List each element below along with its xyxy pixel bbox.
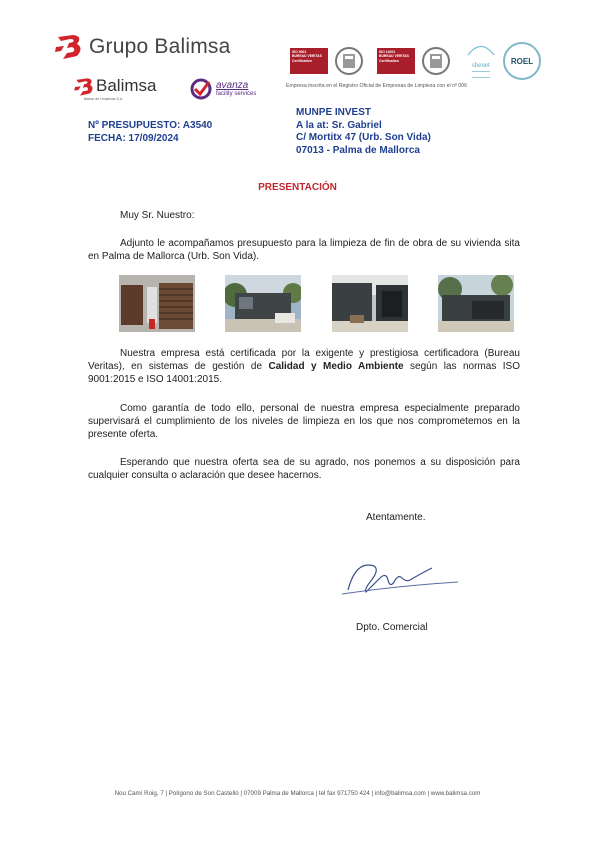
paragraph-closing: Esperando que nuestra oferta sea de su agrado, nos ponemos a su disposición para cualquier consulta o aclaración que desee hacernos. — [88, 457, 520, 481]
avanza-name: avanza — [216, 79, 249, 91]
department-signature-label: Dpto. Comercial — [356, 622, 428, 633]
balimsa-logo — [74, 76, 157, 101]
brand-sub-name: Balimsa — [96, 76, 157, 95]
avanza-logo — [190, 78, 256, 100]
roel-name: ROEL — [510, 56, 534, 66]
avanza-subtitle: facility services — [216, 90, 257, 97]
recipient-block — [296, 107, 431, 157]
iso-9001-certification — [290, 44, 370, 77]
brand-main-name: Grupo Balimsa — [89, 35, 231, 58]
quote-date: FECHA: 17/09/2024 — [88, 132, 179, 144]
signature — [336, 552, 466, 607]
cert-box-iso14001: ISO 14001 BUREAU VERITAS Certification — [377, 48, 415, 74]
salutation: Muy Sr. Nuestro: — [120, 210, 195, 221]
letter-title: PRESENTACIÓN — [258, 182, 337, 193]
grupo-balimsa-logo — [55, 33, 231, 61]
cert-box-iso9001: ISO 9001 BUREAU VERITAS Certification — [290, 48, 328, 74]
shenet-name: shenet — [472, 61, 490, 69]
brand-sub-caption: Balear de Limpiezas S.A. — [84, 97, 124, 101]
photo-exterior-3 — [438, 275, 514, 332]
photo-exterior-1 — [225, 275, 301, 332]
shenet-arc-icon — [465, 42, 497, 56]
shenet-logo — [465, 42, 497, 76]
recipient-street: C/ Mortitx 47 (Urb. Son Vida) — [296, 132, 431, 143]
balimsa-small-mark-icon — [74, 77, 96, 97]
registry-note: Empresa inscrita en el Registro Oficial de Empresas de Limpieza con el nº 006 — [286, 83, 467, 89]
bureau-veritas-seal-icon — [421, 46, 451, 76]
paragraph-guarantee: Como garantía de todo ello, personal de nuestra empresa especialmente preparado supervisará el cumplimiento de los niveles de limpieza en los que nos comprometemos en la presente oferta. — [88, 403, 520, 440]
quote-info — [88, 120, 212, 145]
photo-exterior-2 — [332, 275, 408, 332]
balimsa-mark-icon — [55, 33, 85, 61]
closing-text: Atentamente. — [366, 512, 426, 523]
quote-number: Nº PRESUPUESTO: A3540 — [88, 120, 213, 131]
footer-contact: Nou Camí Roig, 7 | Polígono de Son Castelló | 07009 Palma de Mallorca | tel fax 971750 424 | info@balimsa.com | www.balimsa.com — [114, 790, 481, 797]
roel-logo — [503, 42, 541, 80]
paragraph-certification: Nuestra empresa está certificada por la exigente y prestigiosa certificadora (Bureau Veritas), en sistemas de gestión de Calidad y Medio Ambiente según las normas ISO 9001:2015 e ISO 14001:2015. — [88, 348, 521, 385]
recipient-city: 07013 - Palma de Mallorca — [296, 144, 420, 156]
iso-14001-certification — [377, 44, 457, 77]
bureau-veritas-seal-icon — [334, 46, 364, 76]
photo-interior — [119, 275, 195, 332]
avanza-check-icon — [190, 78, 212, 100]
recipient-company: MUNPE INVEST — [296, 107, 372, 118]
recipient-attention: A la at: Sr. Gabriel — [296, 119, 382, 131]
paragraph-intro: Adjunto le acompañamos presupuesto para la limpieza de fin de obra de su vivienda sita en Palma de Mallorca (Urb. Son Vida). — [88, 238, 520, 262]
